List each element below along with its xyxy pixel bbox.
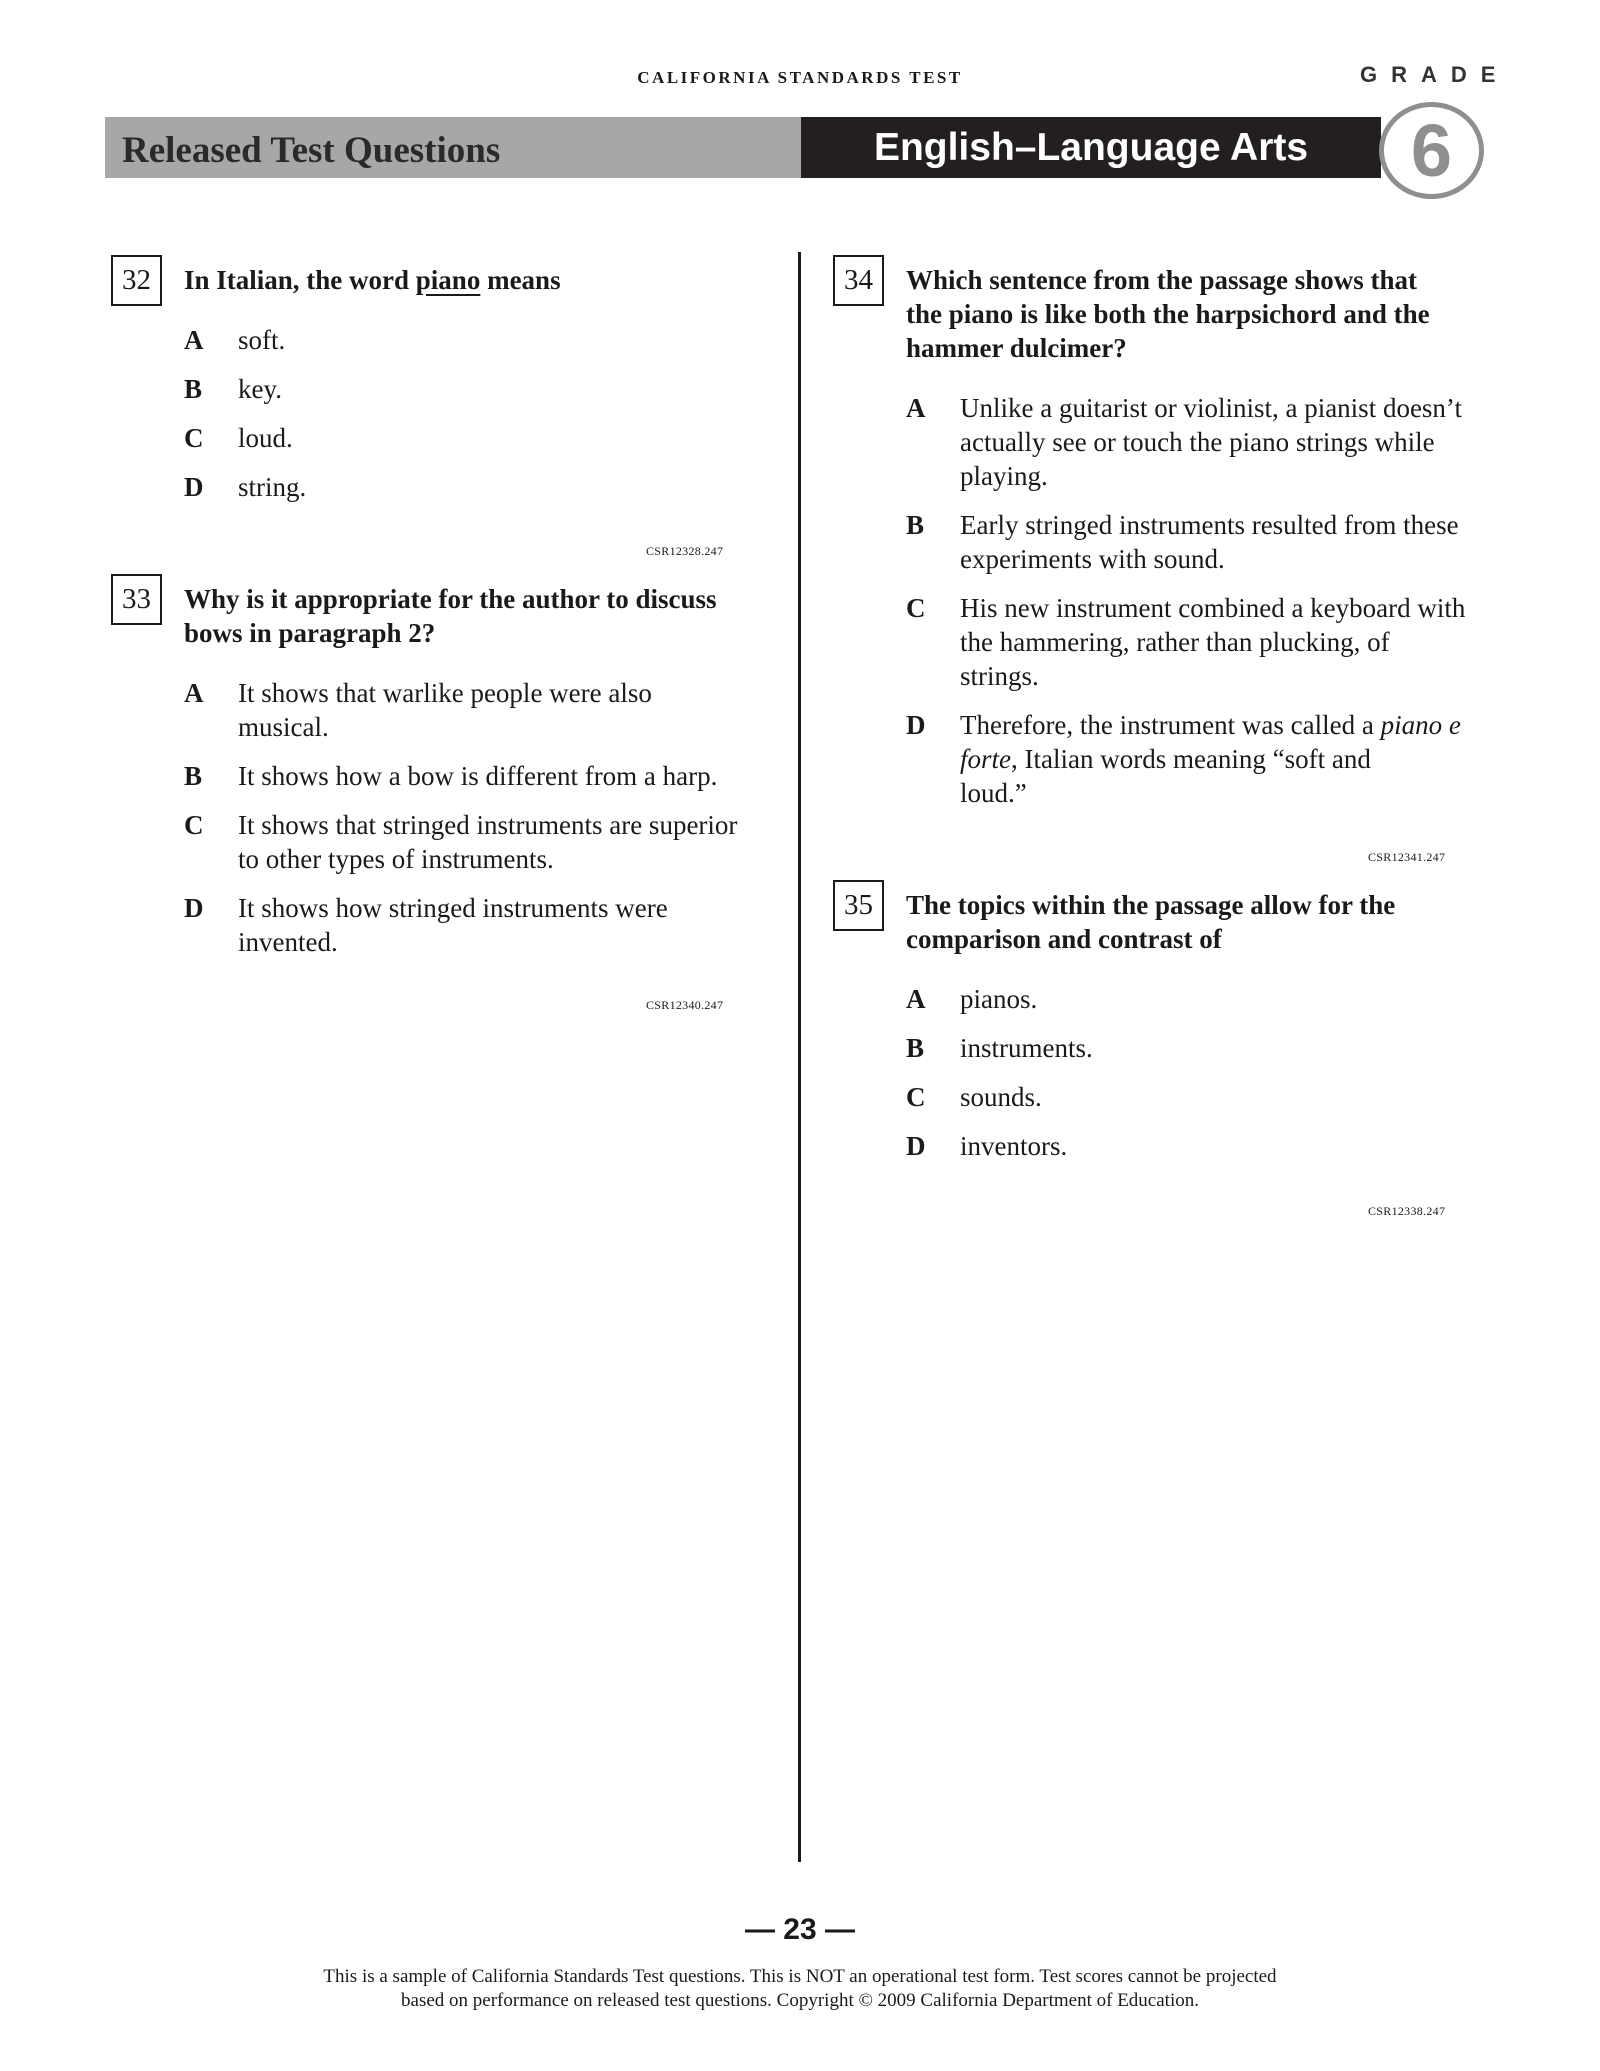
answer-options (184, 323, 306, 519)
option-text: pianos. (960, 984, 1038, 1014)
answer-options (906, 391, 1465, 825)
option-text: Early stringed instruments resulted from these (960, 510, 1459, 540)
option-text: the hammering, rather than plucking, of (960, 627, 1390, 657)
stem-line: hammer dulcimer? (906, 333, 1127, 363)
stem-underlined-word: piano (415, 265, 481, 295)
option-a[interactable] (906, 982, 1093, 1016)
question-number: 32 (111, 255, 162, 306)
grade-label: GRADE (1360, 62, 1510, 87)
option-text: It shows that warlike people were also (238, 678, 652, 708)
option-italic-term: forte (960, 744, 1011, 774)
option-text-part: , Italian words meaning “soft and (1011, 744, 1371, 774)
option-d[interactable] (184, 470, 306, 504)
option-letter: D (906, 710, 926, 740)
option-letter: B (906, 1033, 925, 1063)
option-letter: B (184, 374, 203, 404)
option-letter: C (906, 1082, 926, 1112)
option-a[interactable] (906, 391, 1465, 493)
option-b[interactable] (184, 372, 306, 406)
option-letter: D (184, 893, 204, 923)
question-number: 35 (833, 880, 884, 931)
option-text: Unlike a guitarist or violinist, a pianist doesn’t (960, 393, 1462, 423)
option-d[interactable] (906, 708, 1465, 810)
section-title-left: Released Test Questions (122, 130, 501, 171)
option-a[interactable] (184, 676, 737, 744)
question-number: 33 (111, 574, 162, 625)
option-text: playing. (960, 461, 1048, 491)
item-code: CSR12338.247 (1368, 1204, 1446, 1218)
section-title-right: English–Language Arts (873, 126, 1309, 169)
option-b[interactable] (906, 508, 1465, 576)
option-letter: C (184, 423, 204, 453)
option-letter: D (906, 1131, 926, 1161)
item-code: CSR12328.247 (646, 544, 724, 558)
option-c[interactable] (184, 808, 737, 876)
option-text: to other types of instruments. (238, 844, 554, 874)
option-c[interactable] (906, 1080, 1093, 1114)
grade-badge (1379, 102, 1484, 199)
question-stem (906, 263, 1430, 365)
option-letter: A (906, 984, 926, 1014)
option-text: inventors. (960, 1131, 1068, 1161)
option-text: It shows how stringed instruments were (238, 893, 668, 923)
option-text: string. (238, 472, 307, 502)
option-text: experiments with sound. (960, 544, 1225, 574)
option-text: instruments. (960, 1033, 1093, 1063)
option-text: His new instrument combined a keyboard with (960, 593, 1466, 623)
option-text: actually see or touch the piano strings while (960, 427, 1435, 457)
option-text: soft. (238, 325, 286, 355)
option-text-part: Therefore, the instrument was called a (960, 710, 1381, 740)
option-letter: B (184, 761, 203, 791)
option-text (960, 742, 1465, 776)
answer-options (906, 982, 1093, 1178)
option-text: loud. (238, 423, 293, 453)
item-code: CSR12341.247 (1368, 850, 1446, 864)
question-number: 34 (833, 255, 884, 306)
footer-disclaimer (0, 1965, 1600, 2013)
option-text: strings. (960, 661, 1039, 691)
column-divider (798, 252, 801, 1862)
disclaimer-line: based on performance on released test questions. Copyright © 2009 California Department of Education. (401, 1990, 1199, 2011)
option-letter: C (184, 810, 204, 840)
stem-text: means (480, 265, 561, 295)
option-text: sounds. (960, 1082, 1042, 1112)
stem-text: In Italian, the word (184, 265, 416, 295)
option-b[interactable] (906, 1031, 1093, 1065)
question-stem (906, 888, 1395, 956)
option-a[interactable] (184, 323, 306, 357)
option-text: musical. (238, 712, 329, 742)
option-text: loud.” (960, 778, 1027, 808)
stem-line: Which sentence from the passage shows that (906, 265, 1417, 295)
option-text: It shows how a bow is different from a harp. (238, 761, 718, 791)
section-band-left (105, 117, 801, 178)
disclaimer-line: This is a sample of California Standards Test questions. This is NOT an operational test form. Test scores cannot be projected (323, 1966, 1277, 1987)
question-stem (184, 582, 717, 650)
stem-line: bows in paragraph 2? (184, 618, 436, 648)
option-d[interactable] (906, 1129, 1093, 1163)
option-letter: A (184, 678, 204, 708)
option-text (960, 708, 1465, 742)
option-c[interactable] (906, 591, 1465, 693)
option-letter: B (906, 510, 925, 540)
option-letter: A (184, 325, 204, 355)
option-d[interactable] (184, 891, 737, 959)
item-code: CSR12340.247 (646, 998, 724, 1012)
option-text: key. (238, 374, 282, 404)
grade-number: 6 (1410, 109, 1453, 192)
question-stem (184, 263, 561, 297)
stem-line: the piano is like both the harpsichord and the (906, 299, 1430, 329)
option-letter: C (906, 593, 926, 623)
option-italic-term: piano e (1380, 710, 1461, 740)
option-text: It shows that stringed instruments are superior (238, 810, 738, 840)
stem-line: comparison and contrast of (906, 924, 1222, 954)
option-letter: A (906, 393, 926, 423)
option-letter: D (184, 472, 204, 502)
option-text: invented. (238, 927, 338, 957)
stem-line: The topics within the passage allow for the (906, 890, 1396, 920)
option-b[interactable] (184, 759, 737, 793)
answer-options (184, 676, 737, 974)
stem-line: Why is it appropriate for the author to discuss (184, 584, 717, 614)
option-c[interactable] (184, 421, 306, 455)
test-name: CALIFORNIA STANDARDS TEST (637, 68, 963, 87)
page-number: — 23 — (744, 1913, 856, 1946)
section-band-right (801, 117, 1381, 178)
